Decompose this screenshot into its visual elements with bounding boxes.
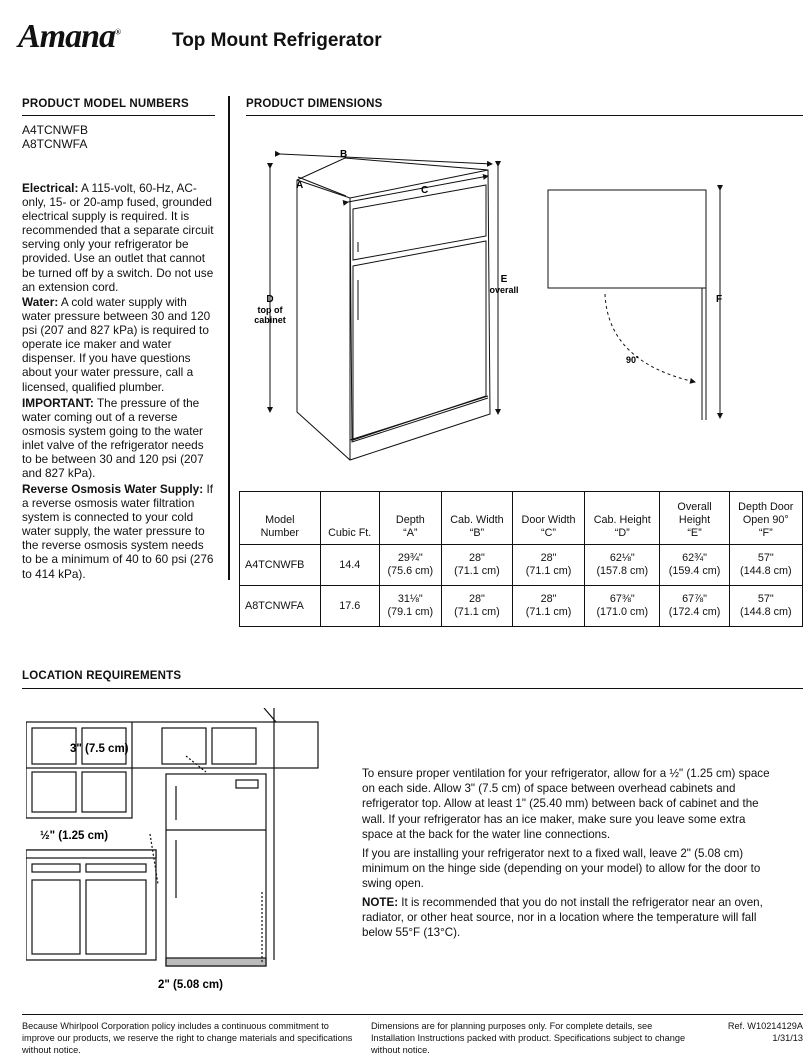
column-header: Depth “A” [379, 492, 441, 545]
footer-reference [700, 1020, 803, 1044]
column-divider [228, 96, 230, 580]
cell-model: A8TCNWFA [240, 586, 321, 627]
location-heading: LOCATION REQUIREMENTS [22, 670, 182, 682]
cell-cab-width: 28" (71.1 cm) [441, 586, 512, 627]
dimensions-table [239, 491, 803, 627]
reference-number: Ref. W10214129A [727, 1021, 803, 1031]
heading-rule [22, 115, 215, 116]
callout-side-clearance: ½" (1.25 cm) [40, 830, 109, 842]
dim-label-c: C [421, 185, 429, 196]
cell-model: A4TCNWFB [240, 545, 321, 586]
ventilation-paragraph: To ensure proper ventilation for your refrigerator, allow for a ½" (1.25 cm) space on each side. Allow 3" (7.5 cm) of space between overhead cabinets and refrigerator top. Allow at least 1" (25.40 mm) between back of cabinet and the wall. If your refrigerator has an ice maker, make sure you leave some extra space at the back for the water line connections. [362, 767, 770, 841]
brand-logo: Amana® [18, 18, 121, 55]
footer-dimensions-note: Dimensions are for planning purposes only. For complete details, see Installation Instructions packed with product. Specifications subject to change without notice. [371, 1021, 686, 1055]
location-diagram [26, 708, 331, 998]
callout-top-clearance: 3" (7.5 cm) [70, 743, 129, 755]
water-spec: Water: A cold water supply with water pressure between 30 and 120 psi (207 and 827 kPa) is required to operate ice maker and water dispenser. If you have questions about your water pressure, call a licensed, qualified plumber. [22, 295, 211, 394]
column-header: Depth Door Open 90° “F” [729, 492, 802, 545]
page-title: Top Mount Refrigerator [172, 30, 382, 51]
fixed-wall-paragraph: If you are installing your refrigerator next to a fixed wall, leave 2" (5.08 cm) minimum on the hinge side (depending on your model) to allow for the door to swing open. [362, 847, 761, 891]
important-spec: IMPORTANT: The pressure of the water coming out of a reverse osmosis system going to the water inlet valve of the refrigerator needs to be between 30 and 120 psi (207 and 827 kPa). [22, 396, 204, 481]
table-row [240, 545, 803, 586]
model-numbers-heading: PRODUCT MODEL NUMBERS [22, 98, 189, 110]
column-header: Door Width “C” [513, 492, 585, 545]
product-dimensions-heading: PRODUCT DIMENSIONS [246, 98, 383, 110]
heading-rule [246, 115, 803, 116]
column-header: Cab. Height “D” [585, 492, 660, 545]
cell-depth: 29¾" (75.6 cm) [379, 545, 441, 586]
dim-label-d: D [266, 294, 274, 305]
cell-overall-height: 67⅞" (172.4 cm) [660, 586, 729, 627]
reverse-osmosis-spec: Reverse Osmosis Water Supply: If a reverse osmosis water filtration system is connected to your cold water supply, the water pressure to the reverse osmosis system needs to be a minimum of 40 to 60 psi (276 to 414 kPa). [22, 482, 214, 581]
footer-policy-note: Because Whirlpool Corporation policy includes a continuous commitment to improve our products, we reserve the right to change materials and specifications without notice. [22, 1021, 353, 1055]
dim-label-f: F [716, 294, 723, 305]
cell-cab-width: 28" (71.1 cm) [441, 545, 512, 586]
cell-overall-height: 62¾" (159.4 cm) [660, 545, 729, 586]
cell-cubic: 17.6 [320, 586, 379, 627]
column-header: Overall Height “E” [660, 492, 729, 545]
model-list [22, 123, 88, 151]
column-header: Model Number [240, 492, 321, 545]
cell-cab-height: 67⅜" (171.0 cm) [585, 586, 660, 627]
footer-rule [22, 1014, 803, 1015]
angle-label: 90˚ [626, 355, 640, 365]
table-header-row [240, 492, 803, 545]
dim-label-e-sub: overall [489, 285, 519, 295]
cell-door-width: 28" (71.1 cm) [513, 586, 585, 627]
note-paragraph: NOTE: It is recommended that you do not install the refrigerator near an oven, radiator, or other heat source, nor in a location where the temperature will fall below 55°F (13°C). [362, 896, 763, 940]
electrical-spec: Electrical: A 115-volt, 60-Hz, AC-only, 15- or 20-amp fused, grounded electrical supply is required. It is recommended that a separate circuit serving only your refrigerator be provided. Use an outlet that cannot be turned off by a switch. Do not use an extension cord. [22, 181, 214, 294]
dim-label-a: A [296, 180, 304, 191]
dim-label-b: B [340, 149, 348, 160]
cell-door-open: 57" (144.8 cm) [729, 586, 802, 627]
cell-cubic: 14.4 [320, 545, 379, 586]
model-number: A4TCNWFB [22, 123, 88, 137]
callout-hinge-clearance: 2" (5.08 cm) [158, 979, 223, 991]
column-header: Cubic Ft. [320, 492, 379, 545]
dim-label-e: E [500, 274, 508, 285]
cell-door-open: 57" (144.8 cm) [729, 545, 802, 586]
cell-depth: 31⅛" (79.1 cm) [379, 586, 441, 627]
dim-label-d-sub: cabinet [254, 315, 286, 325]
revision-date: 1/31/13 [772, 1033, 803, 1043]
dim-label-d-sub: top of [257, 305, 283, 315]
cell-cab-height: 62⅛" (157.8 cm) [585, 545, 660, 586]
model-number: A8TCNWFA [22, 137, 88, 151]
dimension-diagram [240, 130, 780, 480]
table-row [240, 586, 803, 627]
cell-door-width: 28" (71.1 cm) [513, 545, 585, 586]
heading-rule [22, 688, 803, 689]
column-header: Cab. Width “B” [441, 492, 512, 545]
